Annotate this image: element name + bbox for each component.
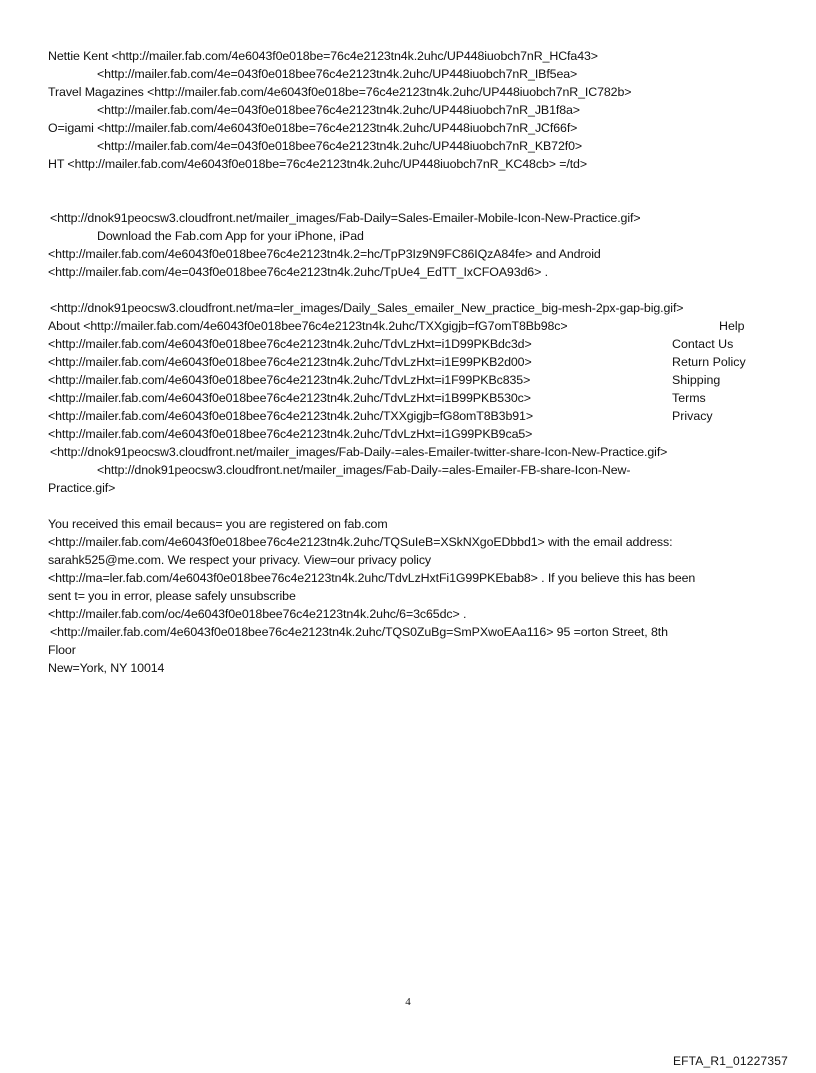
text-line: <http://mailer.fab.com/4e6043f0e018bee76c4e2123tn4k.2uhc/TdvLzHxt=i1D99PKBdc3d> (48, 337, 532, 351)
text-line: <http://mailer.fab.com/4e6043f0e018bee76c4e2123tn4k.2uhc/TQSuIeB=XSkNXgoEDbbd1> with the email address: (48, 535, 673, 549)
document-id: EFTA_R1_01227357 (672, 1054, 788, 1068)
text-line: Floor (48, 643, 76, 657)
text-line: <http://mailer.fab.com/4e6043f0e018bee76c4e2123tn4k.2uhc/TdvLzHxt=i1E99PKB2d00> (48, 355, 532, 369)
text-line: <http://dnok91peocsw3.cloudfront.net/ma=ler_images/Daily_Sales_emailer_New_practice_big-mesh-2px-gap-big.gif> (50, 301, 684, 315)
text-line: HT <http://mailer.fab.com/4e6043f0e018be=76c4e2123tn4k.2uhc/UP448iuobch7nR_KC48cb> =/td> (48, 157, 587, 171)
text-line: <http://dnok91peocsw3.cloudfront.net/mailer_images/Fab-Daily=Sales-Emailer-Mobile-Icon-New-Practice.gif> (50, 211, 641, 225)
text-line: Practice.gif> (48, 481, 116, 495)
privacy-label: Privacy (672, 409, 713, 423)
terms-label: Terms (672, 391, 706, 405)
contact-us-label: Contact Us (672, 337, 734, 351)
text-line: <http://mailer.fab.com/4e=043f0e018bee76c4e2123tn4k.2uhc/UP448iuobch7nR_JB1f8a> (97, 103, 580, 117)
text-line: Download the Fab.com App for your iPhone, iPad (97, 229, 364, 243)
text-line: <http://ma=ler.fab.com/4e6043f0e018bee76c4e2123tn4k.2uhc/TdvLzHxtFi1G99PKEbab8> . If you believe this has been (48, 571, 696, 585)
text-line: Travel Magazines <http://mailer.fab.com/4e6043f0e018be=76c4e2123tn4k.2uhc/UP448iuobch7nR_IC782b> (48, 85, 632, 99)
text-line: <http://mailer.fab.com/4e6043f0e018bee76c4e2123tn4k.2=hc/TpP3Iz9N9FC86IQzA84fe> and Android (48, 247, 601, 261)
text-line: <http://mailer.fab.com/4e=043f0e018bee76c4e2123tn4k.2uhc/UP448iuobch7nR_KB72f0> (97, 139, 583, 153)
text-line: New=York, NY 10014 (48, 661, 165, 675)
text-line: <http://mailer.fab.com/4e6043f0e018bee76c4e2123tn4k.2uhc/TQS0ZuBg=SmPXwoEAa116> 95 =orton Street, 8th (50, 625, 668, 639)
page-number: 4 (405, 996, 411, 1008)
text-line: <http://mailer.fab.com/4e=043f0e018bee76c4e2123tn4k.2uhc/TpUe4_EdTT_IxCFOA93d6> . (48, 265, 548, 279)
text-line: You received this email becaus= you are registered on fab.com (48, 517, 388, 531)
text-line: sarahk525@me.com. We respect your privacy. View=our privacy policy (48, 553, 432, 567)
text-line: <http://dnok91peocsw3.cloudfront.net/mailer_images/Fab-Daily-=ales-Emailer-FB-share-Icon-New- (97, 463, 631, 477)
text-line: O=igami <http://mailer.fab.com/4e6043f0e018be=76c4e2123tn4k.2uhc/UP448iuobch7nR_JCf66f> (48, 121, 578, 135)
help-label: Help (719, 319, 745, 333)
return-policy-label: Return Policy (672, 355, 746, 369)
text-line: About <http://mailer.fab.com/4e6043f0e018bee76c4e2123tn4k.2uhc/TXXgigjb=fG7omT8Bb98c> (48, 319, 568, 333)
text-line: <http://mailer.fab.com/4e6043f0e018bee76c4e2123tn4k.2uhc/TdvLzHxt=i1B99PKB530c> (48, 391, 531, 405)
text-line: <http://mailer.fab.com/4e6043f0e018bee76c4e2123tn4k.2uhc/TXXgigjb=fG8omT8B3b91> (48, 409, 533, 423)
text-line: sent t= you in error, please safely unsubscribe (48, 589, 296, 603)
text-line: <http://dnok91peocsw3.cloudfront.net/mailer_images/Fab-Daily-=ales-Emailer-twitter-share-Icon-New-Practice.gif> (50, 445, 668, 459)
text-line: <http://mailer.fab.com/4e6043f0e018bee76c4e2123tn4k.2uhc/TdvLzHxt=i1G99PKB9ca5> (48, 427, 533, 441)
text-line: <http://mailer.fab.com/4e=043f0e018bee76c4e2123tn4k.2uhc/UP448iuobch7nR_IBf5ea> (97, 67, 578, 81)
text-line: <http://mailer.fab.com/oc/4e6043f0e018bee76c4e2123tn4k.2uhc/6=3c65dc> . (48, 607, 467, 621)
text-line: Nettie Kent <http://mailer.fab.com/4e6043f0e018be=76c4e2123tn4k.2uhc/UP448iuobch7nR_HCfa43> (48, 49, 598, 63)
text-line: <http://mailer.fab.com/4e6043f0e018bee76c4e2123tn4k.2uhc/TdvLzHxt=i1F99PKBc835> (48, 373, 531, 387)
shipping-label: Shipping (672, 373, 721, 387)
